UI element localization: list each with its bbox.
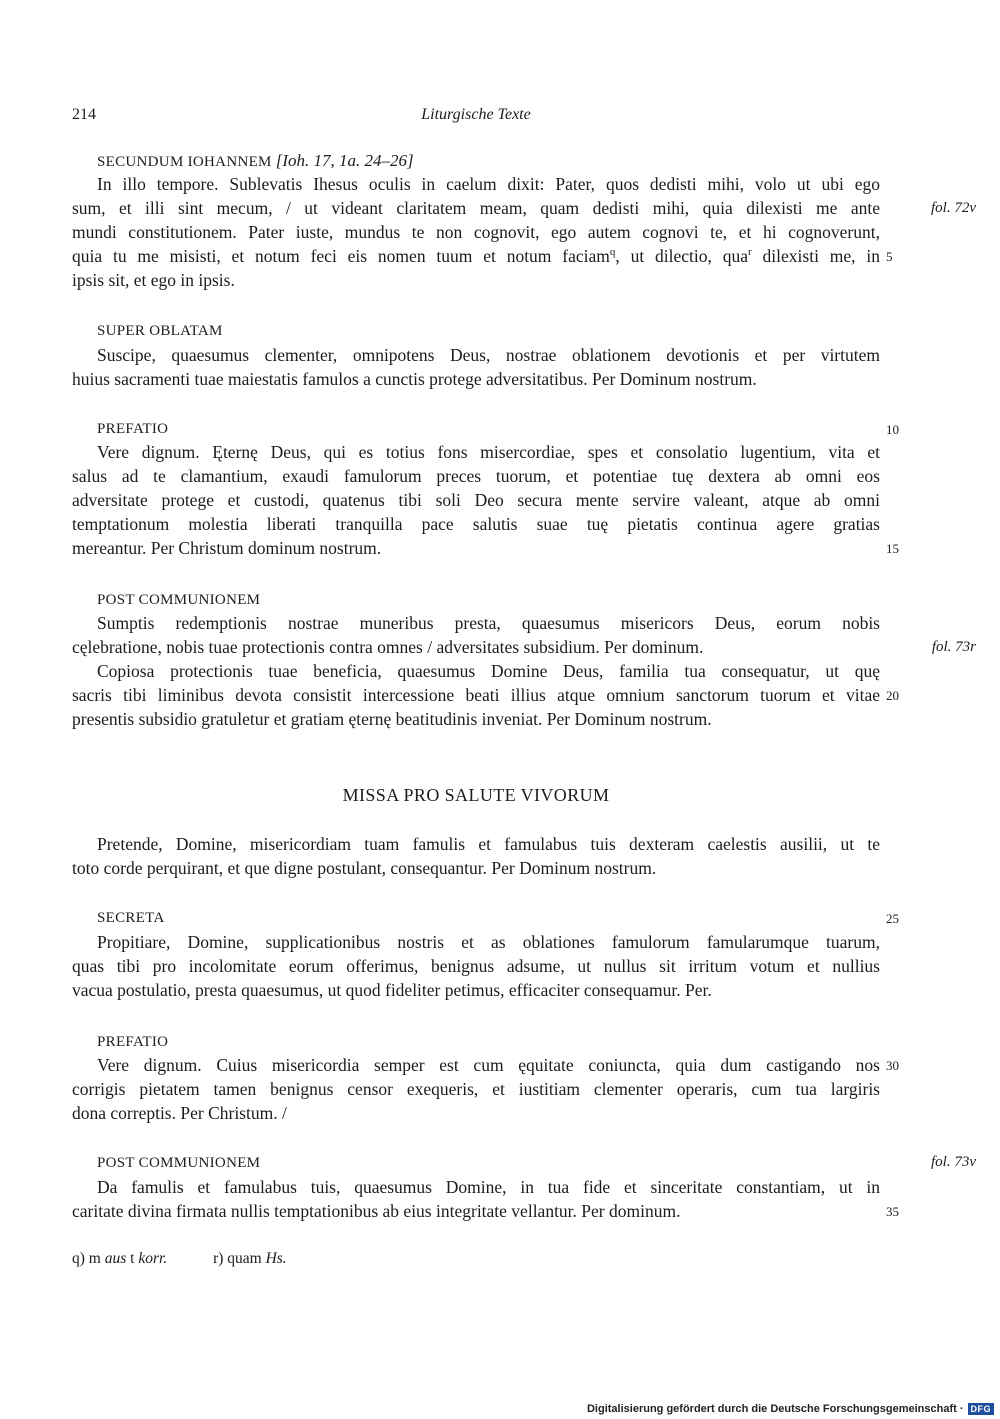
footnote-r-hs: Hs. bbox=[265, 1250, 287, 1267]
text-fragment: dilexisti me, in bbox=[751, 246, 880, 266]
digitization-credit bbox=[587, 1403, 994, 1415]
section-heading-super-oblatam: SUPER OBLATAM bbox=[97, 323, 223, 339]
text-line: Copiosa protectionis tuae beneficia, quaesumus Domine Deus, familia tua consequatur, ut quę bbox=[97, 661, 880, 681]
text-line: vacua postulatio, presta quaesumus, ut quod fideliter petimus, efficaciter consequamur. Per. bbox=[72, 980, 712, 1000]
page-number: 214 bbox=[72, 106, 96, 123]
text-line: Sumptis redemptionis nostrae muneribus presta, quaesumus misericors Deus, eorum nobis bbox=[97, 613, 880, 633]
dfg-logo-icon: DFG bbox=[968, 1403, 995, 1415]
text-line: Suscipe, quaesumus clementer, omnipotens Deus, nostrae oblationem devotionis et per virtutem bbox=[97, 345, 880, 365]
page-header bbox=[72, 106, 880, 130]
section-heading-post-communionem-2: POST COMMUNIONEM bbox=[97, 1155, 261, 1171]
text-fragment: quia tu me misisti, et notum feci eis nomen tuum et notum faciam bbox=[72, 246, 610, 266]
footnotes bbox=[72, 1250, 329, 1268]
line-number-10: 10 bbox=[886, 422, 899, 437]
line-number-35: 35 bbox=[886, 1204, 899, 1219]
text-line: mereantur. Per Christum dominum nostrum. bbox=[72, 538, 382, 558]
text-line: mundi constitutionem. Pater iuste, mundus te non cognovit, ego autem cognovi te, et hi cognoverunt, bbox=[72, 222, 880, 242]
section-heading-secundum-iohannem bbox=[97, 151, 414, 172]
folio-marker-73r: fol. 73r bbox=[931, 639, 976, 655]
text-line: Propitiare, Domine, supplicationibus nostris et as oblationes famulorum famularumque tuarum, bbox=[97, 932, 880, 952]
text-line: huius sacramenti tuae maiestatis famulos a cunctis protege adversitatibus. Per Dominum nostrum. bbox=[72, 369, 757, 389]
text-line: dona correptis. Per Christum. / bbox=[72, 1103, 287, 1123]
footnote-q-korr: korr. bbox=[138, 1250, 168, 1267]
text-line: salus ad te clamantium, exaudi famulorum preces tuorum, et potentiae tuę dextera ab omni eos bbox=[72, 466, 880, 486]
footnote-marker-r: r bbox=[748, 246, 752, 259]
text-line: Vere dignum. Ęternę Deus, qui es totius fons misercordiae, spes et consolatio lugentium, vita et bbox=[97, 442, 880, 462]
footnote-r bbox=[213, 1250, 287, 1268]
footnote-q-t: t bbox=[130, 1250, 135, 1267]
text-line: ipsis sit, et ego in ipsis. bbox=[72, 270, 235, 290]
line-number-30: 30 bbox=[886, 1058, 899, 1073]
text-line: cęlebratione, nobis tuae protectionis contra omnes / adversitates subsidium. Per dominum. bbox=[72, 637, 704, 657]
text-line: caritate divina firmata nullis temptationibus ab eius integritate vellantur. Per dominum. bbox=[72, 1201, 681, 1221]
text-line: presentis subsidio gratuletur et gratiam ęternę beatitudinis inveniat. Per Dominum nostrum. bbox=[72, 709, 712, 729]
footnote-q-label: q) m bbox=[72, 1250, 101, 1267]
section-heading-post-communionem: POST COMMUNIONEM bbox=[97, 592, 261, 608]
line-number-20: 20 bbox=[886, 688, 899, 703]
text-line: Pretende, Domine, misericordiam tuam famulis et famulabus tuis dexteram caelestis ausilii, ut te bbox=[97, 834, 880, 854]
running-title: Liturgische Texte bbox=[421, 106, 531, 123]
text-line: temptationum molestia liberati tranquilla pace salutis suae tuę pietatis continua agere gratias bbox=[72, 514, 880, 534]
folio-marker-72v: fol. 72v bbox=[931, 200, 976, 216]
missa-title: MISSA PRO SALUTE VIVORUM bbox=[342, 785, 610, 805]
section-heading-prefatio: PREFATIO bbox=[97, 421, 169, 437]
footnote-q bbox=[72, 1250, 167, 1268]
folio-marker-73v: fol. 73v bbox=[931, 1154, 976, 1170]
text-line: corrigis pietatem tamen benignus censor exequeris, et iustitiam clementer operaris, cum tua largiris bbox=[72, 1079, 880, 1099]
text-line: sum, et illi sint mecum, / ut videant claritatem meam, quam dedisti mihi, quia dilexisti me ante bbox=[72, 198, 880, 218]
text-fragment: , ut dilectio, qua bbox=[615, 246, 749, 266]
text-line bbox=[72, 244, 880, 268]
heading-text: SECUNDUM IOHANNEM bbox=[97, 154, 272, 170]
text-line: toto corde perquirant, et que digne postulant, consequantur. Per Dominum nostrum. bbox=[72, 858, 657, 878]
credit-text: Digitalisierung gefördert durch die Deutsche Forschungsgemeinschaft · bbox=[586, 1403, 964, 1415]
text-line: quas tibi pro incolomitate eorum offerimus, benignus adsume, ut nullus sit irritum votum et nullius bbox=[72, 956, 880, 976]
text-line: sacris tibi liminibus devota consistit intercessione beati illius atque omnium sanctorum tuorum et vitae bbox=[72, 685, 880, 705]
footnote-marker-q: q bbox=[609, 246, 616, 259]
section-heading-prefatio-2: PREFATIO bbox=[97, 1034, 169, 1050]
footnote-q-aus: aus bbox=[104, 1250, 127, 1267]
scripture-reference: [Ioh. 17, 1a. 24–26] bbox=[275, 151, 414, 170]
footnote-r-label: r) quam bbox=[213, 1250, 262, 1267]
text-line: adversitate protege et custodi, quatenus tibi soli Deo secura mente servire valeant, atque ab omni bbox=[72, 490, 880, 510]
text-line: In illo tempore. Sublevatis Ihesus oculis in caelum dixit: Pater, quos dedisti mihi, volo ut ubi ego bbox=[97, 174, 880, 194]
line-number-25: 25 bbox=[886, 911, 899, 926]
line-number-15: 15 bbox=[886, 541, 899, 556]
text-line: Vere dignum. Cuius misericordia semper est cum ęquitate coniuncta, quia dum castigando nos bbox=[97, 1055, 880, 1075]
text-line: Da famulis et famulabus tuis, quaesumus Domine, in tua fide et sinceritate constantiam, ut in bbox=[97, 1177, 880, 1197]
section-heading-secreta: SECRETA bbox=[97, 910, 165, 926]
line-number-5: 5 bbox=[886, 249, 893, 264]
